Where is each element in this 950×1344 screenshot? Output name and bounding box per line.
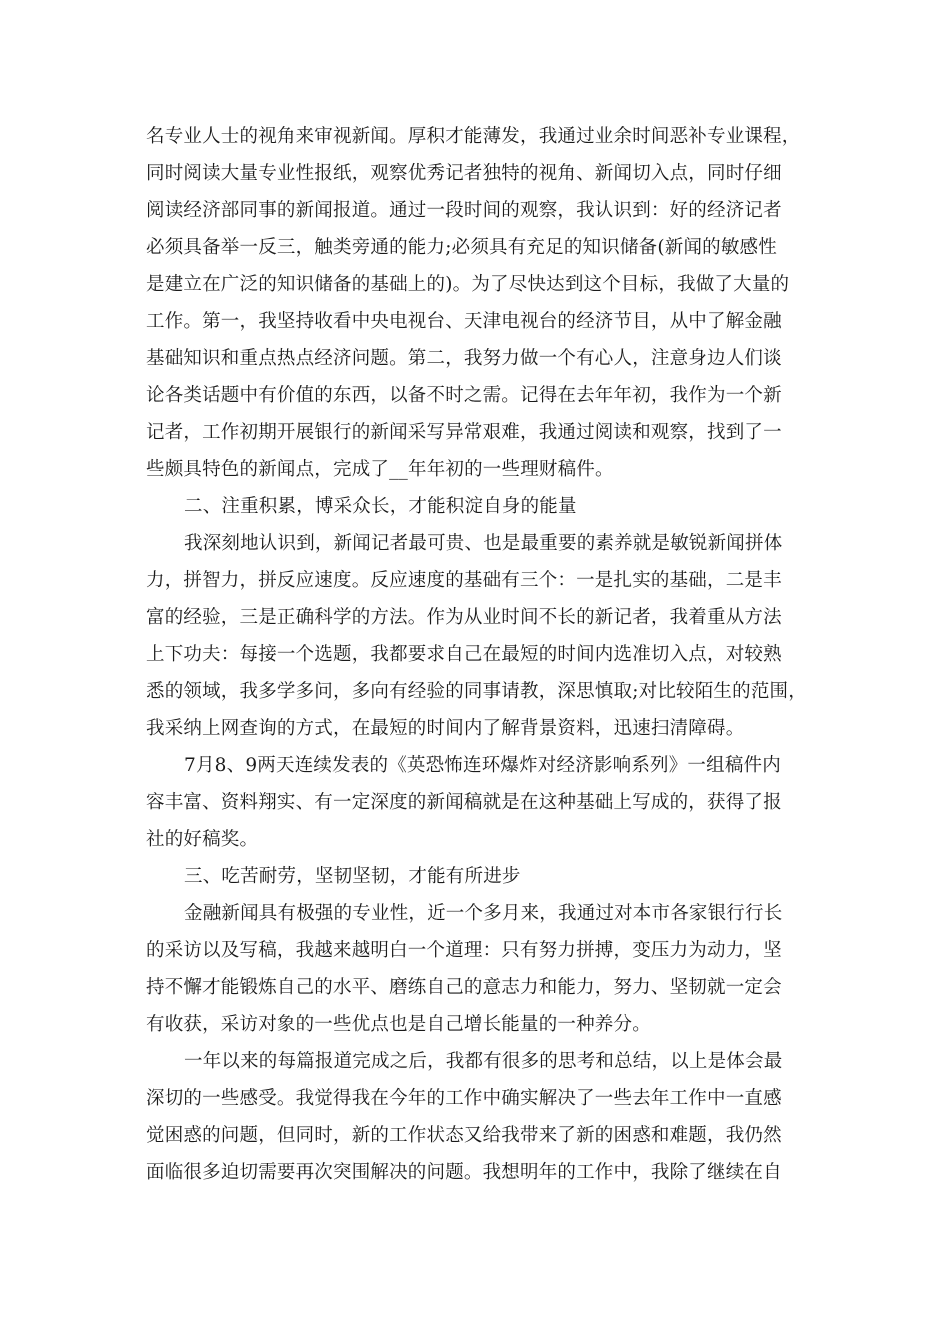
text-line: 我深刻地认识到，新闻记者最可贵、也是最重要的素养就是敏锐新闻拼体: [184, 533, 783, 554]
text-line: 名专业人士的视角来审视新闻。厚积才能薄发，我通过业余时间恶补专业课程，: [146, 126, 801, 147]
text-line: 深切的一些感受。我觉得我在今年的工作中确实解决了一些去年工作中一直感: [146, 1088, 782, 1109]
text-line: 金融新闻具有极强的专业性，近一个多月来，我通过对本市各家银行行长: [184, 903, 783, 924]
text-line: 些颇具特色的新闻点，完成了__年年初的一些理财稿件。: [146, 459, 614, 480]
text-line: 工作。第一，我坚持收看中央电视台、天津电视台的经济节目，从中了解金融: [146, 311, 782, 332]
text-line: 觉困惑的问题，但同时，新的工作状态又给我带来了新的困惑和难题，我仍然: [146, 1125, 782, 1146]
text-line: 持不懈才能锻炼自己的水平、磨练自己的意志力和能力，努力、坚韧就一定会: [146, 977, 782, 998]
text-line: 是建立在广泛的知识储备的基础上的)。为了尽快达到这个目标，我做了大量的: [146, 274, 790, 295]
text-line: 悉的领域，我多学多问，多向有经验的同事请教，深思慎取;对比较陌生的范围，: [146, 681, 807, 702]
text-line: 一年以来的每篇报道完成之后，我都有很多的思考和总结，以上是体会最: [184, 1051, 783, 1072]
text-line: 社的好稿奖。: [146, 829, 259, 850]
text-line: 基础知识和重点热点经济问题。第二，我努力做一个有心人，注意身边人们谈: [146, 348, 782, 369]
text-line: 容丰富、资料翔实、有一定深度的新闻稿就是在这种基础上写成的，获得了报: [146, 792, 782, 813]
text-line: 论各类话题中有价值的东西，以备不时之需。记得在去年年初，我作为一个新: [146, 385, 782, 406]
text-line: 有收获，采访对象的一些优点也是自己增长能量的一种养分。: [146, 1014, 651, 1035]
text-line: 的采访以及写稿，我越来越明白一个道理：只有努力拼搏，变压力为动力，坚: [146, 940, 782, 961]
text-line: 阅读经济部同事的新闻报道。通过一段时间的观察，我认识到：好的经济记者: [146, 200, 782, 221]
text-line: 同时阅读大量专业性报纸，观察优秀记者独特的视角、新闻切入点，同时仔细: [146, 163, 782, 184]
text-line: 必须具备举一反三，触类旁通的能力;必须具有充足的知识储备(新闻的敏感性: [146, 237, 777, 258]
section-heading: 三、吃苦耐劳，坚韧坚韧，才能有所进步: [184, 866, 521, 887]
text-line: 富的经验，三是正确科学的方法。作为从业时间不长的新记者，我着重从方法: [146, 607, 782, 628]
text-line: 面临很多迫切需要再次突围解决的问题。我想明年的工作中，我除了继续在自: [146, 1162, 782, 1183]
text-line: 上下功夫：每接一个选题，我都要求自己在最短的时间内选准切入点，对较熟: [146, 644, 782, 665]
section-heading: 二、注重积累，博采众长，才能积淀自身的能量: [184, 496, 577, 517]
text-line: 7月8、9两天连续发表的《英恐怖连环爆炸对经济影响系列》一组稿件内: [184, 755, 781, 776]
text-line: 记者，工作初期开展银行的新闻采写异常艰难，我通过阅读和观察，找到了一: [146, 422, 782, 443]
text-line: 我采纳上网查询的方式，在最短的时间内了解背景资料，迅速扫清障碍。: [146, 718, 745, 739]
text-line: 力，拼智力，拼反应速度。反应速度的基础有三个：一是扎实的基础，二是丰: [146, 570, 782, 591]
